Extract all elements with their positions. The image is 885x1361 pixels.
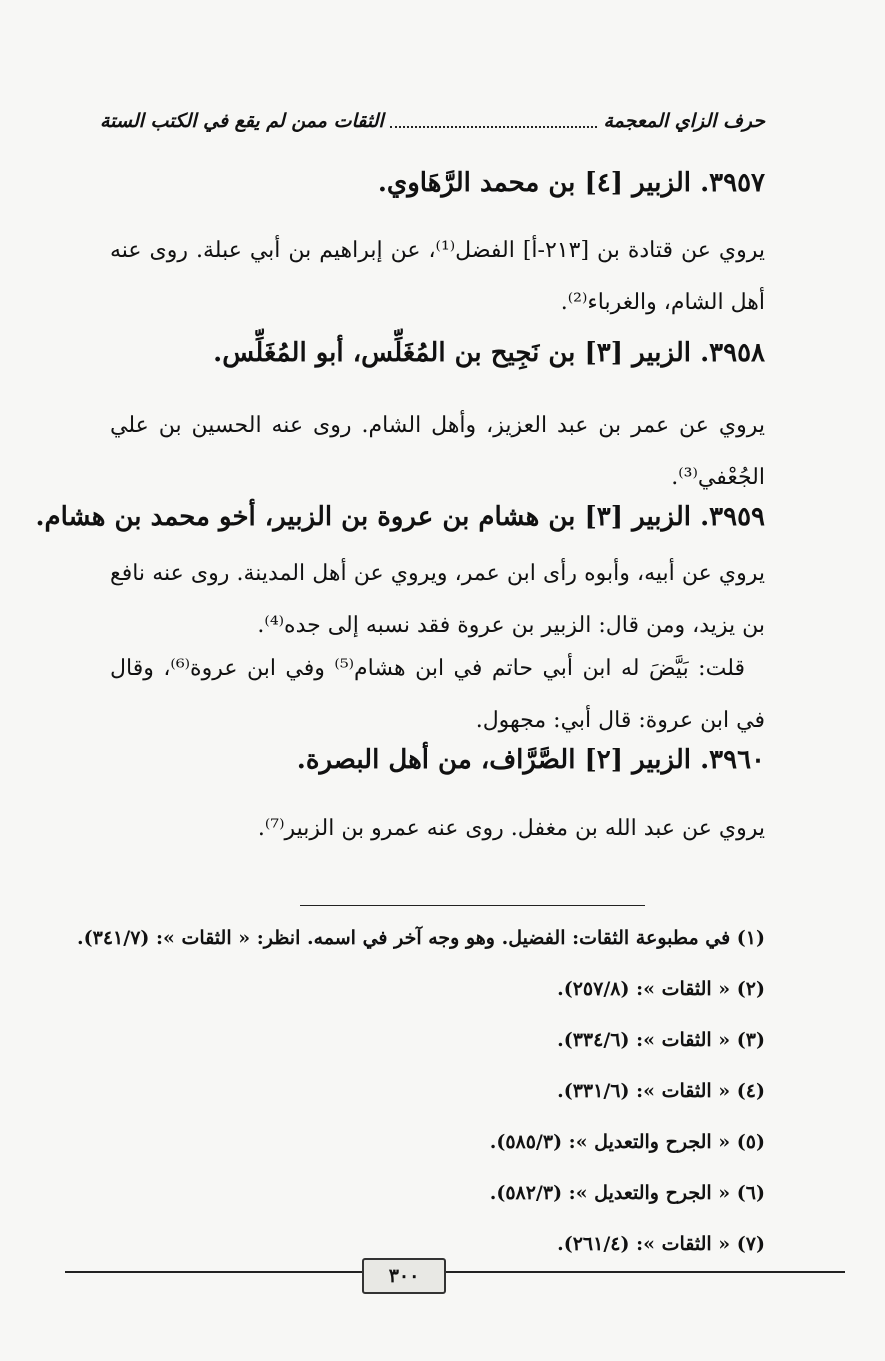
entry-heading-3960: ٣٩٦٠. الزبير [٢] الصَّرَّاف، من أهل البصرة. <box>296 745 765 775</box>
footnote-4: (٤) « الثقات »: (٣٣١/٦). <box>557 1080 765 1102</box>
entry-heading-3957: ٣٩٥٧. الزبير [٤] بن محمد الرَّهَاوي. <box>377 168 765 198</box>
entry-text-3958: يروي عن عمر بن عبد العزيز، وأهل الشام. روى عنه الحسين بن علي الجُعْفي⁽³⁾. <box>110 413 765 490</box>
footnote-7: (٧) « الثقات »: (٢٦١/٤). <box>557 1233 765 1255</box>
entry-text-3957: يروي عن قتادة بن [٢١٣-أ] الفضل⁽¹⁾، عن إبراهيم بن أبي عبلة. روى عنه أهل الشام، والغرباء⁽²⁾. <box>110 238 765 315</box>
page-number: ٣٠٠ <box>362 1258 446 1294</box>
running-head-dots <box>390 126 598 128</box>
running-head-book-title: الثقات ممن لم يقع في الكتب الستة <box>100 110 384 132</box>
footnote-divider <box>300 905 645 906</box>
footnote-5: (٥) « الجرح والتعديل »: (٥٨٥/٣). <box>489 1131 765 1153</box>
page-bottom-rule <box>65 1271 845 1273</box>
running-head <box>100 106 765 136</box>
running-head-chapter: حرف الزاي المعجمة <box>603 110 765 132</box>
footnote-6: (٦) « الجرح والتعديل »: (٥٨٢/٣). <box>489 1182 765 1204</box>
footnote-2: (٢) « الثقات »: (٢٥٧/٨). <box>557 978 765 1000</box>
footnotes-list <box>77 913 765 1270</box>
entry-text-3960: يروي عن عبد الله بن مغفل. روى عنه عمرو بن الزبير⁽⁷⁾. <box>257 816 765 841</box>
entry-text-3959-a: يروي عن أبيه، وأبوه رأى ابن عمر، ويروي عن أهل المدينة. روى عنه نافع بن يزيد، ومن قال: الزبير بن عروة فقد نسبه إلى جده⁽⁴⁾. <box>110 561 765 638</box>
footnote-3: (٣) « الثقات »: (٣٣٤/٦). <box>557 1029 765 1051</box>
footnote-1: (١) في مطبوعة الثقات: الفضيل. وهو وجه آخر في اسمه. انظر: « الثقات »: (٣٤١/٧). <box>77 927 765 949</box>
entry-text-3959-b: قلت: بَيَّضَ له ابن أبي حاتم في ابن هشام⁽⁵⁾ وفي ابن عروة⁽⁶⁾، وقال في ابن عروة: قال أبي: مجهول. <box>110 656 765 733</box>
entry-heading-3958: ٣٩٥٨. الزبير [٣] بن نَجِيح بن المُغَلِّس، أبو المُغَلِّس. <box>213 338 765 368</box>
entry-heading-3959: ٣٩٥٩. الزبير [٣] بن هشام بن عروة بن الزبير، أخو محمد بن هشام. <box>35 502 765 532</box>
